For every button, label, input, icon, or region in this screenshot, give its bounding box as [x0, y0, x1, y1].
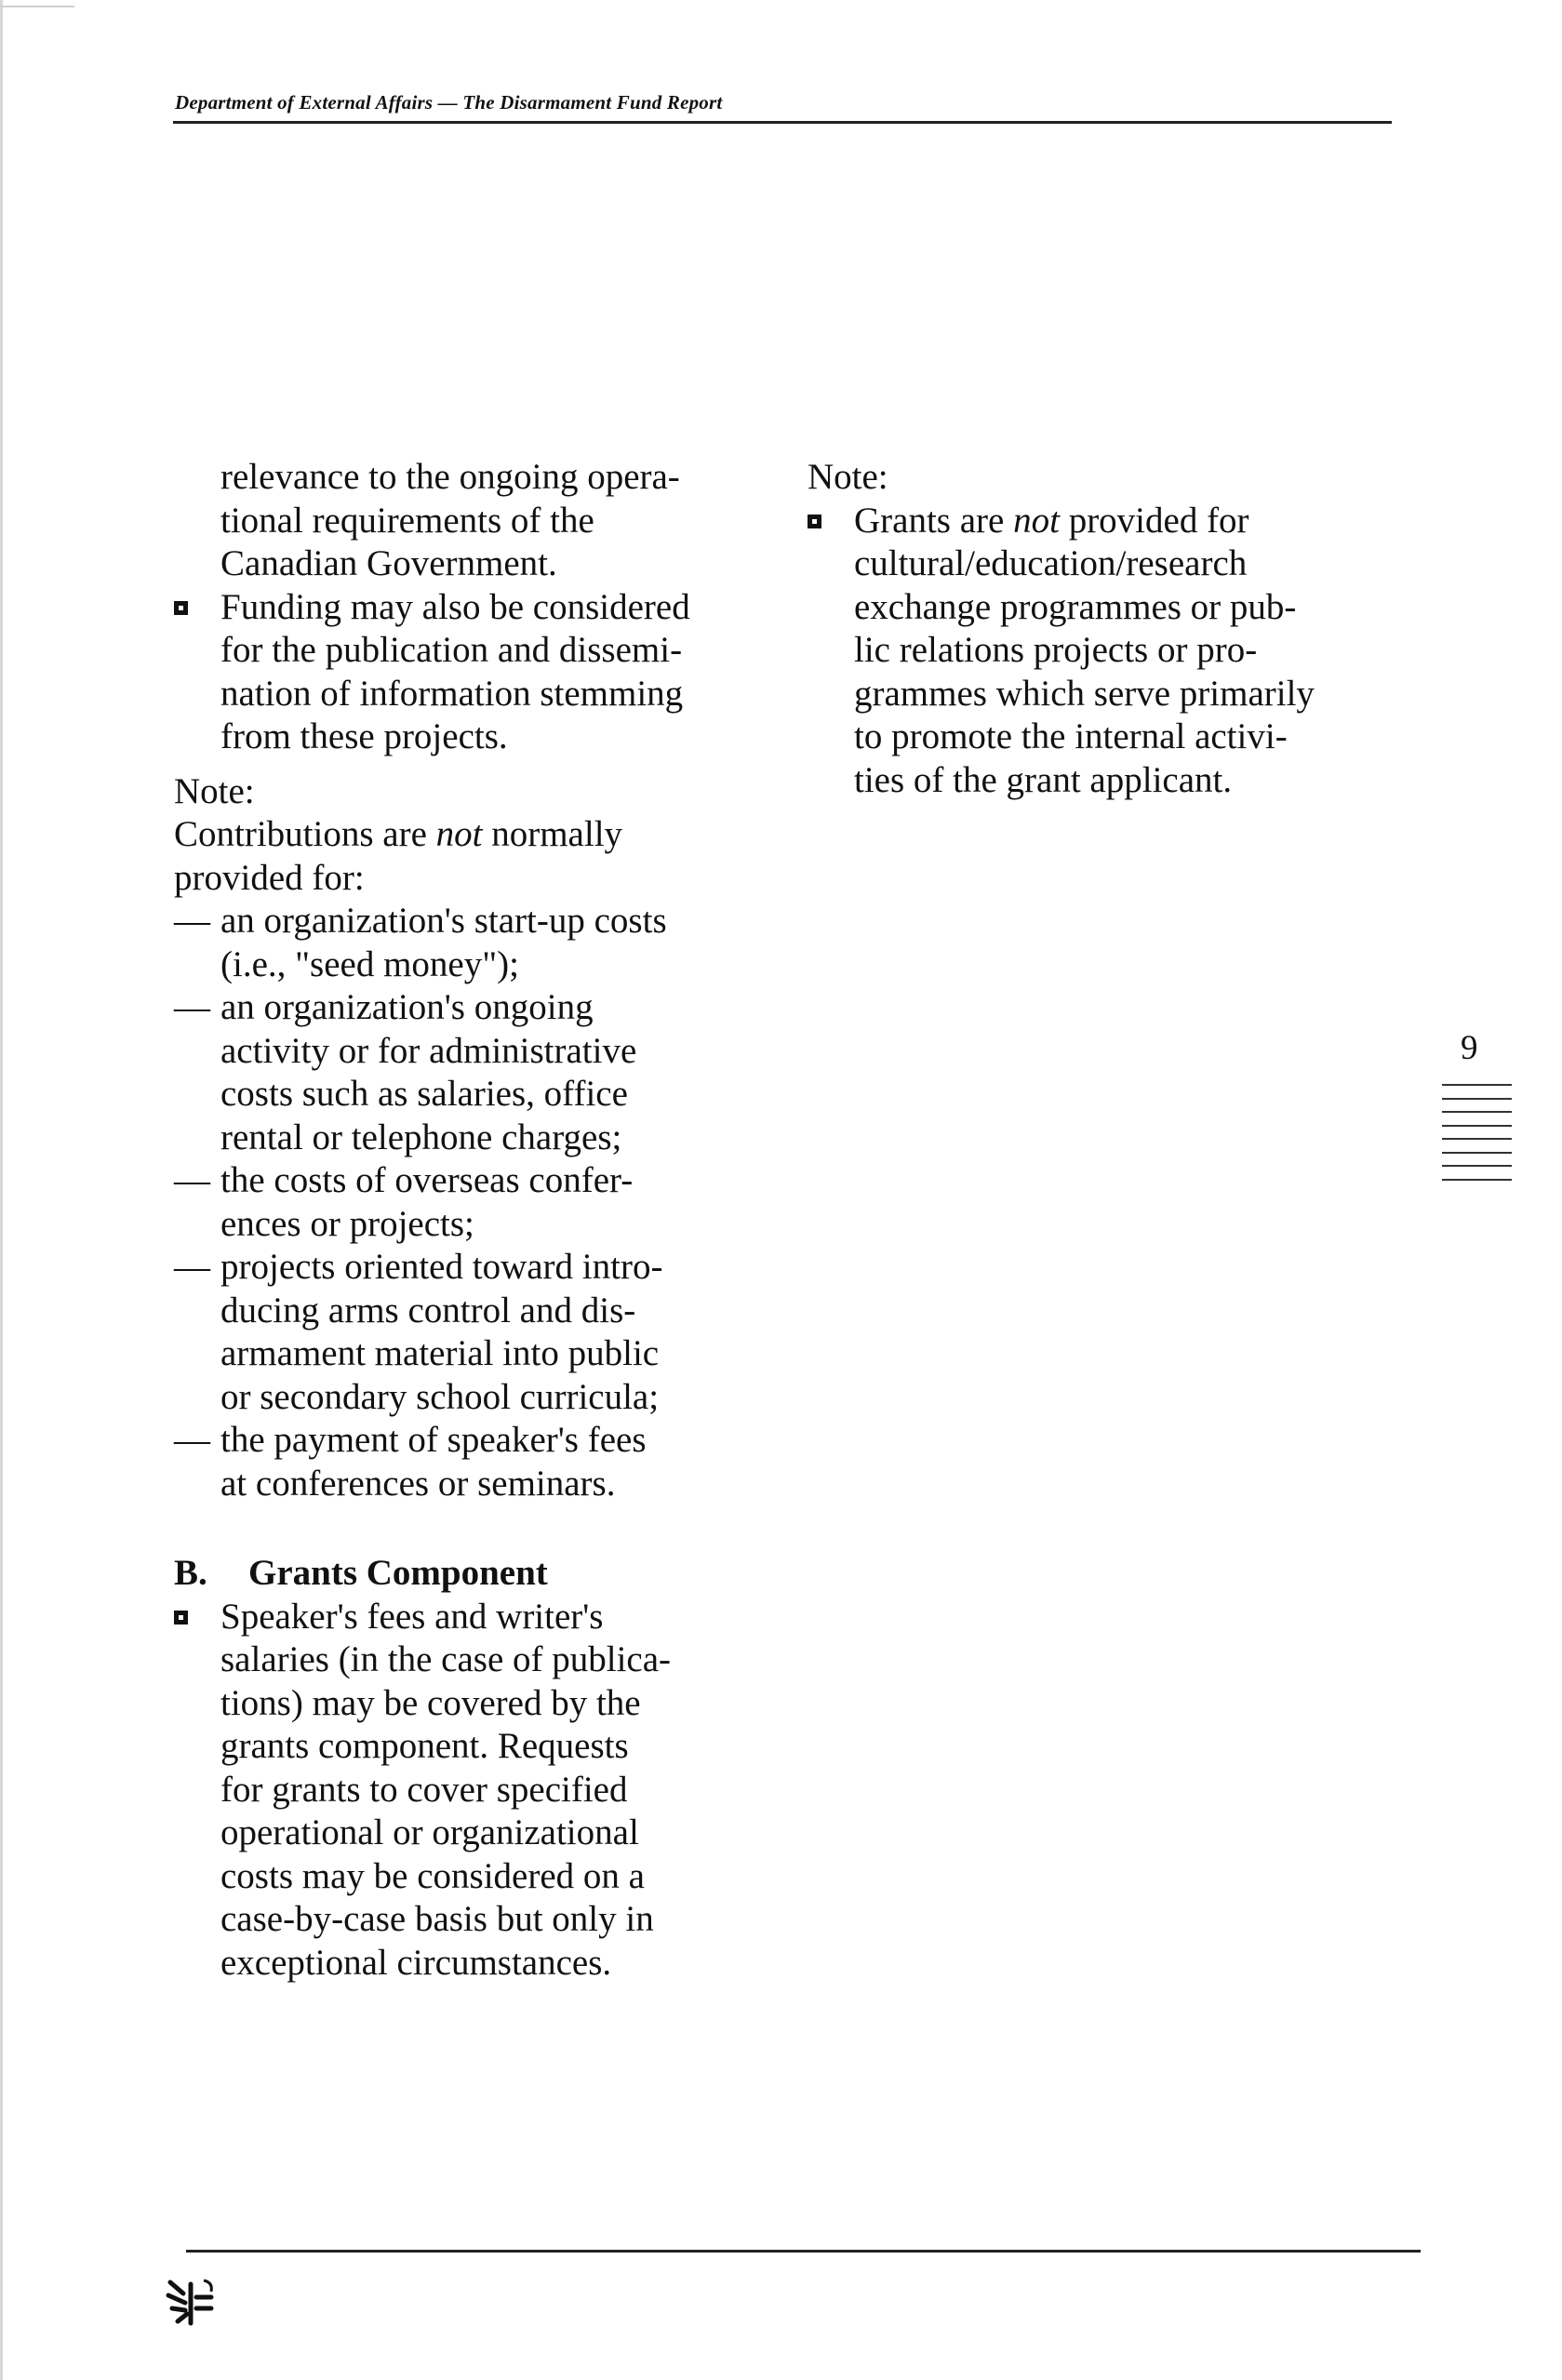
note-item	[174, 986, 769, 1159]
footer-rule	[186, 2250, 1421, 2253]
thumb-tab-rules	[1442, 1084, 1512, 1192]
text-line: cultural/education/research	[854, 543, 1248, 583]
text-line: ences or projects;	[220, 1203, 474, 1244]
text-line: to promote the internal activi-	[854, 716, 1288, 756]
section-title: Grants Component	[248, 1553, 548, 1593]
text-line: costs such as salaries, office	[220, 1074, 628, 1114]
text-line: (i.e., "seed money");	[220, 943, 519, 984]
text-line: costs may be considered on a	[220, 1855, 645, 1896]
text-line: an organization's ongoing	[220, 987, 594, 1027]
scan-mark	[0, 6, 74, 7]
note-intro: Contributions are not normally	[174, 814, 623, 854]
text-line: armament material into public	[220, 1333, 660, 1373]
text-line: Speaker's fees and writer's	[220, 1596, 604, 1637]
em-dash: —	[174, 901, 210, 941]
publisher-logo-icon	[163, 2275, 219, 2331]
text-line: ducing arms control and dis-	[220, 1290, 636, 1330]
square-bullet-icon	[174, 601, 188, 615]
note-label: Note:	[808, 457, 888, 497]
intro-paragraph	[174, 456, 769, 586]
note-item	[174, 1246, 769, 1419]
em-dash: —	[174, 987, 210, 1027]
page-number: 9	[1461, 1029, 1478, 1067]
note-item	[174, 900, 769, 986]
text-line: tions) may be covered by the	[220, 1682, 641, 1723]
funding-bullet	[174, 586, 769, 759]
text-line: activity or for administrative	[220, 1030, 637, 1071]
text-line: lic relations projects or pro-	[854, 630, 1258, 670]
left-column	[174, 456, 769, 1985]
text-line: ties of the grant applicant.	[854, 759, 1233, 800]
em-dash: —	[174, 1247, 210, 1287]
text-line: Canadian Government.	[220, 543, 557, 583]
text-line: exceptional circumstances.	[220, 1942, 612, 1983]
note-item	[174, 1159, 769, 1246]
text-line: relevance to the ongoing opera-	[220, 457, 680, 497]
scan-edge	[0, 0, 3, 2380]
text-line: an organization's start-up costs	[220, 901, 667, 941]
running-header: Department of External Affairs — The Disarmament Fund Report	[175, 91, 723, 114]
text-line: salaries (in the case of publica-	[220, 1639, 672, 1679]
text-line: case-by-case basis but only in	[220, 1899, 654, 1939]
section-heading	[174, 1552, 769, 1596]
section-b	[174, 1552, 769, 1985]
text-line: grammes which serve primarily	[854, 673, 1315, 714]
em-dash: —	[174, 1160, 210, 1200]
section-letter: B.	[174, 1553, 207, 1593]
text-line: provided for:	[174, 857, 365, 898]
text-line: grants component. Requests	[220, 1726, 629, 1766]
text-line: exchange programmes or pub-	[854, 586, 1297, 627]
note-label: Note:	[174, 770, 255, 811]
note-item	[174, 1419, 769, 1505]
text-line: tional requirements of the	[220, 500, 594, 541]
header-rule	[173, 121, 1392, 124]
text-line: operational or organizational	[220, 1812, 639, 1852]
square-bullet-icon	[808, 515, 821, 528]
em-dash: —	[174, 1420, 210, 1460]
text-line: the costs of overseas confer-	[220, 1160, 634, 1200]
text-line: nation of information stemming	[220, 673, 684, 714]
emphasis: not	[1013, 500, 1060, 541]
right-column: Note: Grants are not provided for cultural/education/research exchange programmes or pub- lic relations projects or pro- grammes which serve primarily to promote the internal activi- ties of the grant applicant.	[808, 456, 1422, 802]
square-bullet-icon	[174, 1611, 188, 1625]
text-line: for grants to cover specified	[220, 1769, 628, 1810]
note-block	[174, 770, 769, 1506]
text-line: for the publication and dissemi-	[220, 630, 683, 670]
text-line: Funding may also be considered	[220, 586, 690, 627]
emphasis: not	[435, 814, 483, 854]
text-line: projects oriented toward intro-	[220, 1247, 663, 1287]
text-line: at conferences or seminars.	[220, 1463, 616, 1504]
text-line: the payment of speaker's fees	[220, 1420, 647, 1460]
text-line: from these projects.	[220, 716, 508, 756]
text-line: or secondary school curricula;	[220, 1376, 660, 1417]
text-line: rental or telephone charges;	[220, 1116, 622, 1157]
